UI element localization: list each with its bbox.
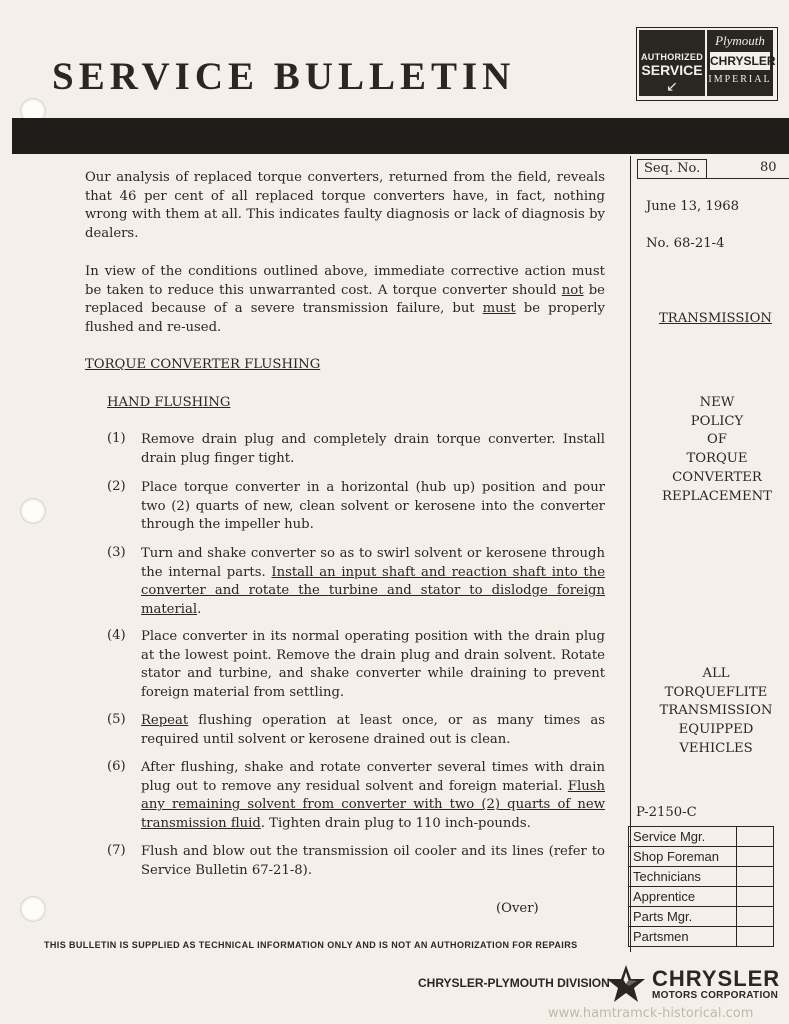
logo-plymouth-text: Plymouth <box>715 33 765 48</box>
motors-corporation: MOTORS CORPORATION <box>652 990 779 1001</box>
step-text: Flush and blow out the transmission oil cooler and its lines (refer to Service Bulletin 67-21-8). <box>141 844 605 878</box>
intro-text: In view of the conditions outlined above, immediate corrective action must be taken to reduce this unwarranted cost. A torque converter should <box>85 264 605 298</box>
logo-service-text: SERVICE <box>641 62 703 78</box>
routing-label: Service Mgr. <box>629 827 737 847</box>
step-text: Place converter in its normal operating position with the drain plug at the lowest point. Remove the drain plug and drain solvent. Rotate stator and turbine, and shake converter while draining to prevent foreign material from settling. <box>141 629 605 701</box>
routing-label: Apprentice <box>629 887 737 907</box>
chrysler-brand: CHRYSLER <box>652 966 781 991</box>
applies-line: ALL <box>702 666 730 681</box>
emphasis-not: not <box>561 282 584 298</box>
website-watermark: www.hamtramck-historical.com <box>548 1006 754 1021</box>
applies-line: TORQUEFLITE <box>664 684 768 700</box>
step-number: (5) <box>107 712 126 727</box>
intro-paragraph-2 <box>85 263 605 338</box>
punch-hole-bottom <box>20 896 46 922</box>
routing-checkbox[interactable] <box>737 927 774 947</box>
step-number: (1) <box>107 431 126 446</box>
logo-chrysler-text: CHRYSLER <box>710 54 776 68</box>
step-text <box>141 712 605 749</box>
subject-line: CONVERTER <box>672 469 762 485</box>
step-number: (4) <box>107 628 126 643</box>
subject-line: REPLACEMENT <box>662 488 772 504</box>
routing-row <box>629 867 774 887</box>
subject-line: OF <box>707 432 727 448</box>
logo-imperial-text: IMPERIAL <box>708 74 772 85</box>
routing-row <box>629 907 774 927</box>
authorized-service-badge <box>639 30 705 96</box>
seq-value: 80 <box>760 160 777 175</box>
step-number: (3) <box>107 545 126 560</box>
subject-line: NEW <box>699 395 735 410</box>
step-number: (7) <box>107 843 126 858</box>
routing-row <box>629 827 774 847</box>
step-text-part: . Tighten drain plug to 110 inch-pounds. <box>260 816 531 832</box>
routing-row <box>629 847 774 867</box>
intro-paragraph-1: Our analysis of replaced torque converters, returned from the field, reveals that 46 per cent of all replaced torque converters have, in fact, nothing wrong with them at all. This indicates faulty diagnosis or lack of diagnosis by dealers. <box>85 170 605 242</box>
routing-checkbox[interactable] <box>737 907 774 927</box>
routing-row <box>629 887 774 907</box>
applies-line: TRANSMISSION <box>659 703 773 719</box>
routing-label: Technicians <box>629 867 737 887</box>
logo-authorized-text: AUTHORIZED <box>641 52 703 62</box>
routing-checkbox[interactable] <box>737 847 774 867</box>
routing-label: Parts Mgr. <box>629 907 737 927</box>
emphasis-must: must <box>482 301 516 317</box>
brand-badge <box>707 30 776 96</box>
routing-label: Partsmen <box>629 927 737 947</box>
bulletin-subject <box>632 394 789 506</box>
routing-checkbox[interactable] <box>737 827 774 847</box>
subject-line: TORQUE <box>686 451 748 467</box>
routing-label: Shop Foreman <box>629 847 737 867</box>
subsection-heading: HAND FLUSHING <box>107 395 231 410</box>
intro-text: be replaced because of a severe transmission failure, but <box>85 282 605 317</box>
applies-line: EQUIPPED <box>678 722 754 738</box>
step-number: (2) <box>107 479 126 494</box>
routing-table <box>628 826 774 947</box>
disclaimer-notice: THIS BULLETIN IS SUPPLIED AS TECHNICAL INFORMATION ONLY AND IS NOT AN AUTHORIZATION FOR REPAIRS <box>44 940 578 950</box>
section-heading: TORQUE CONVERTER FLUSHING <box>85 357 321 372</box>
routing-checkbox[interactable] <box>737 867 774 887</box>
step-text-part: . <box>197 602 202 618</box>
seq-label: Seq. No. <box>637 159 707 179</box>
step-text-part: Turn and shake converter so as to swirl solvent or kerosene through the internal parts. <box>141 546 605 580</box>
over-note: (Over) <box>496 901 539 916</box>
subject-line: POLICY <box>690 413 744 429</box>
step-text-part: flushing operation at least once, or as many times as required until solvent or kerosene drained out is clean. <box>141 713 605 747</box>
step-text-emphasis: Repeat <box>141 713 189 728</box>
applicable-vehicles <box>632 665 789 759</box>
step-text-part: After flushing, shake and rotate converter several times with drain plug out to remove any residual solvent and foreign material. <box>141 760 605 794</box>
arrow-down-left-icon: ↙ <box>666 78 678 94</box>
pentastar-logo-icon <box>606 964 646 1004</box>
seq-underline <box>700 178 789 179</box>
authorized-service-logo <box>636 27 778 101</box>
bulletin-date: June 13, 1968 <box>646 199 739 214</box>
division-name: CHRYSLER-PLYMOUTH DIVISION <box>418 976 610 990</box>
step-text: Place torque converter in a horizontal (hub up) position and pour two (2) quarts of new, clean solvent or kerosene into the converter through the impeller hub. <box>141 480 605 533</box>
bulletin-title: SERVICE BULLETIN <box>52 55 516 98</box>
intro-text: be properly flushed and re-used. <box>85 301 605 336</box>
step-number: (6) <box>107 759 126 774</box>
bulletin-number: No. 68-21-4 <box>646 236 725 251</box>
bulletin-category: TRANSMISSION <box>659 311 772 326</box>
step-text <box>141 759 605 834</box>
punch-hole-middle <box>20 498 46 524</box>
step-text <box>141 545 605 620</box>
step-text-emphasis: Flush any remaining solvent from converter with two (2) quarts of new transmission fluid <box>141 778 605 832</box>
form-number: P-2150-C <box>636 805 697 820</box>
step-text: Remove drain plug and completely drain torque converter. Install drain plug finger tight. <box>141 432 605 466</box>
step-text-emphasis: Install an input shaft and reaction shaft into the converter and rotate the turbine and stator to dislodge foreign material <box>141 564 606 618</box>
routing-checkbox[interactable] <box>737 887 774 907</box>
header-divider-bar <box>12 118 789 154</box>
applies-line: VEHICLES <box>679 740 753 756</box>
routing-row <box>629 927 774 947</box>
